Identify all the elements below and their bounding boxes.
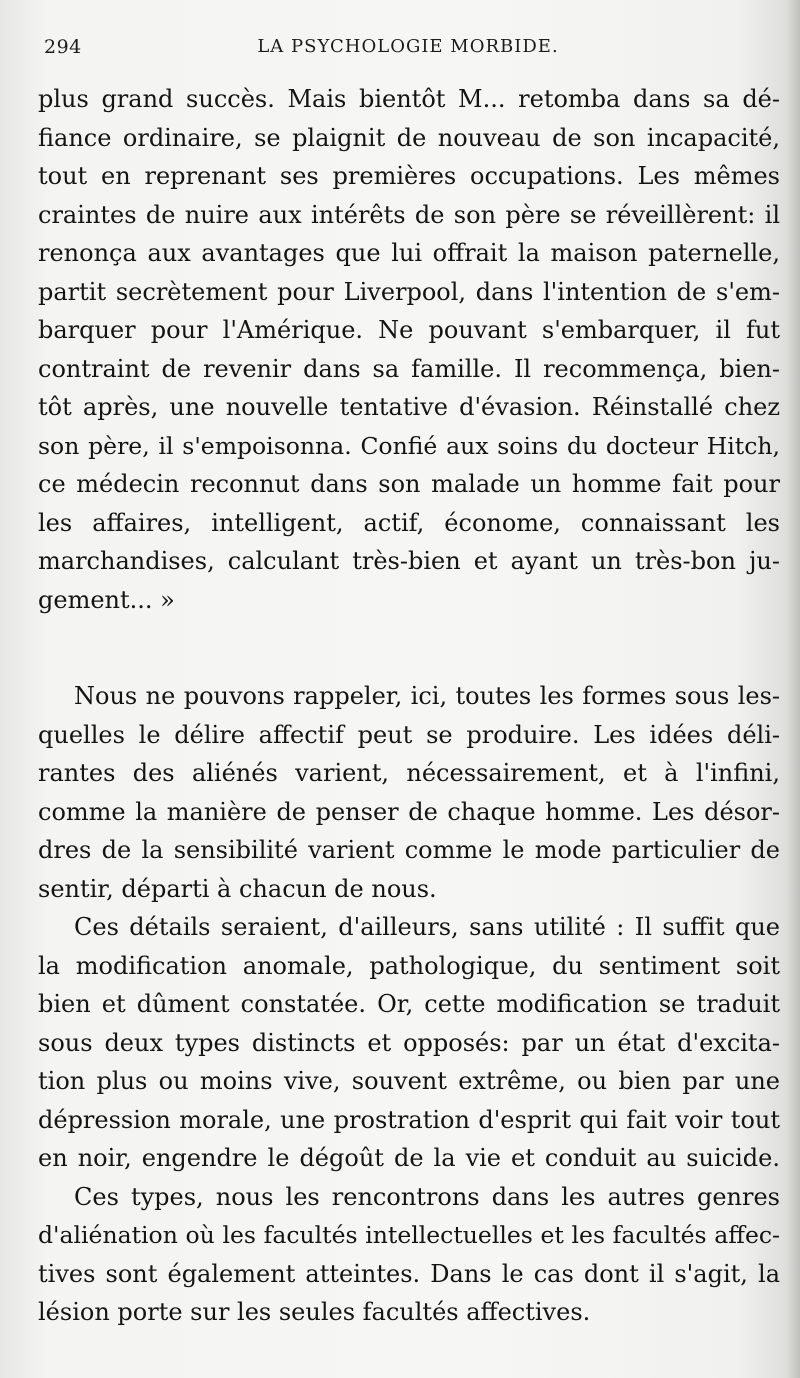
text-line: barquer pour l'Amérique. Ne pouvant s'embarquer, il fut [38, 316, 780, 344]
page-number: 294 [44, 36, 82, 58]
running-title: LA PSYCHOLOGIE MORBIDE. [257, 36, 559, 57]
text-line: ce médecin reconnut dans son malade un homme fait pour [38, 470, 780, 498]
text-line: tion plus ou moins vive, souvent extrême, ou bien par une [38, 1067, 780, 1095]
page-header [38, 36, 778, 66]
text-line: quelles le délire affectif peut se produire. Les idées déli- [38, 720, 780, 749]
page-body-text [38, 80, 780, 1332]
text-line: contraint de revenir dans sa famille. Il recommença, bien- [38, 354, 780, 383]
text-line: dres de la sensibilité varient comme le mode particulier de [38, 836, 780, 864]
text-line: marchandises, calculant très-bien et ayant un très-bon ju- [38, 547, 780, 575]
paragraph-gap [38, 619, 780, 677]
text-line: rantes des aliénés varient, nécessairement, et à l'infini, [38, 759, 780, 787]
text-line: Ces détails seraient, d'ailleurs, sans utilité : Il suffit que [74, 913, 780, 941]
text-line: la modification anomale, pathologique, du sentiment soit [38, 951, 780, 980]
text-line: sentir, départi à chacun de nous. [38, 874, 437, 903]
text-line: d'aliénation où les facultés intellectuelles et les facultés affec- [38, 1221, 780, 1249]
text-line: lésion porte sur les seules facultés affectives. [38, 1298, 591, 1326]
text-line: sous deux types distincts et opposés: par un état d'excita- [38, 1028, 780, 1057]
text-line: bien et dûment constatée. Or, cette modification se traduit [38, 990, 780, 1018]
text-line: en noir, engendre le dégoût de la vie et conduit au suicide. [38, 1144, 780, 1172]
text-line: tôt après, une nouvelle tentative d'évasion. Réinstallé chez [38, 393, 780, 421]
text-line: craintes de nuire aux intérêts de son père se réveillèrent: il [38, 200, 780, 229]
text-line: tives sont également atteintes. Dans le cas dont il s'agit, la [38, 1259, 780, 1288]
text-line: son père, il s'empoisonna. Confié aux soins du docteur Hitch, [38, 431, 780, 460]
text-line: tout en reprenant ses premières occupations. Les mêmes [38, 162, 780, 190]
text-line: fiance ordinaire, se plaignit de nouveau de son incapacité, [38, 123, 780, 152]
text-line: dépression morale, une prostration d'esprit qui fait voir tout [38, 1105, 780, 1134]
text-line: plus grand succès. Mais bientôt M... retomba dans sa dé- [38, 85, 780, 113]
text-line: Ces types, nous les rencontrons dans les autres genres [74, 1182, 780, 1211]
text-line: comme la manière de penser de chaque homme. Les désor- [38, 797, 780, 826]
text-line: les affaires, intelligent, actif, économe, connaissant les [38, 508, 780, 537]
page-edge-shadow [786, 0, 800, 1378]
text-line: renonça aux avantages que lui offrait la maison paternelle, [38, 239, 780, 267]
text-line: gement... » [38, 585, 175, 614]
text-line: Nous ne pouvons rappeler, ici, toutes les formes sous les- [74, 682, 780, 710]
text-line: partit secrètement pour Liverpool, dans l'intention de s'em- [38, 277, 780, 306]
